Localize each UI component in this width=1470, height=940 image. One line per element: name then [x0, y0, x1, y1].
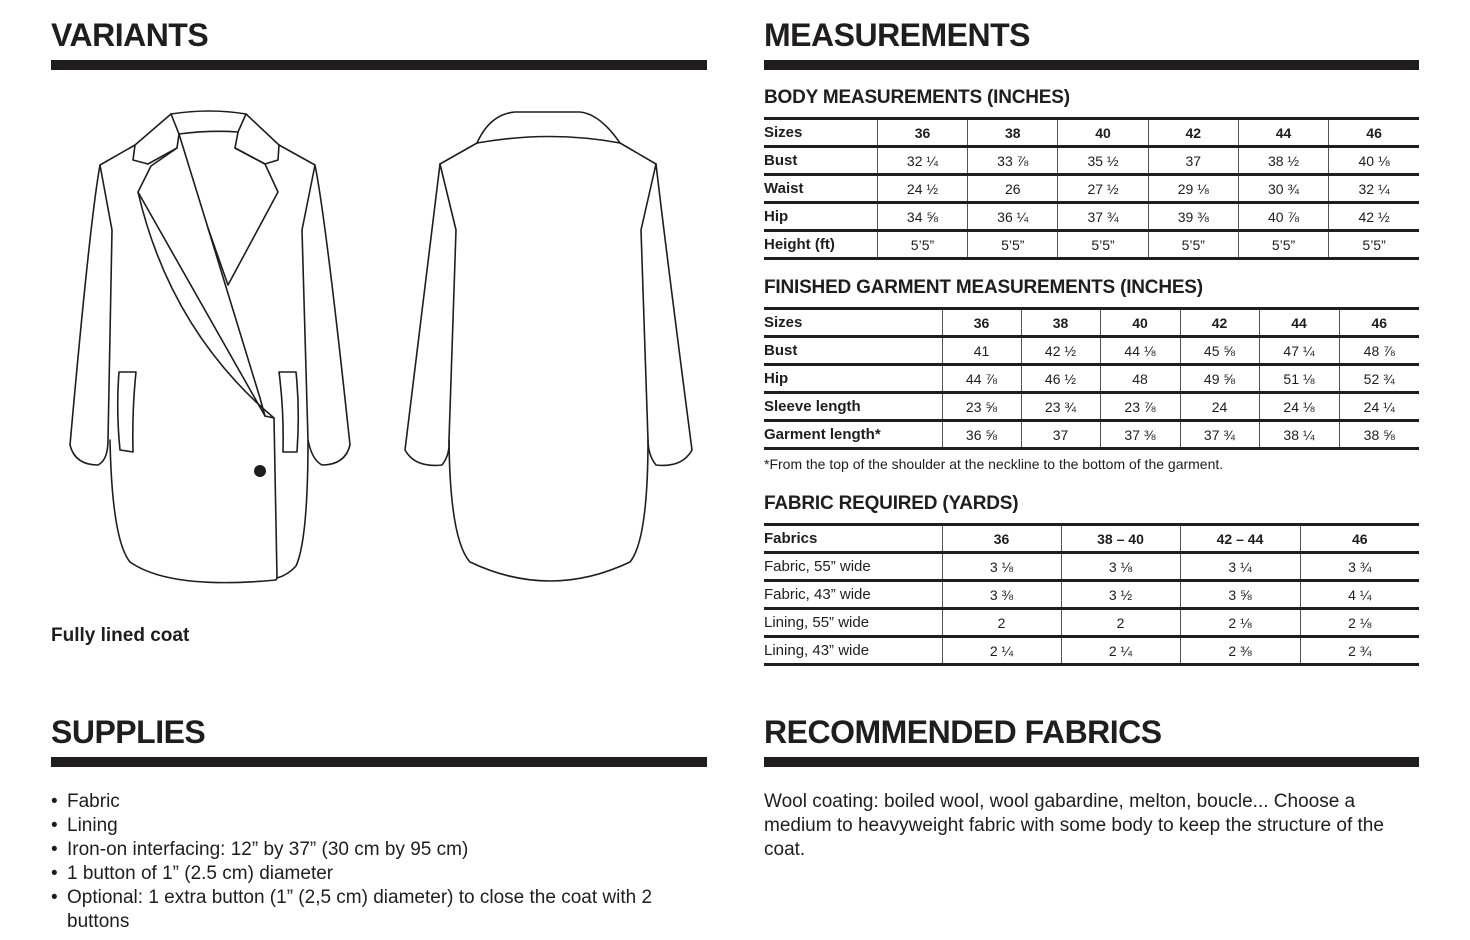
- header-cell: 44: [1259, 309, 1339, 337]
- table-cell: 5’5”: [877, 231, 967, 259]
- table-cell: 2 ⅛: [1180, 609, 1300, 637]
- header-cell: 44: [1238, 119, 1328, 147]
- table-cell: 40 ⅛: [1329, 147, 1419, 175]
- table-cell: 45 ⅝: [1180, 337, 1259, 365]
- row-label: Garment length*: [764, 421, 942, 449]
- header-cell: 42: [1180, 309, 1259, 337]
- coat-front-illustration: [50, 100, 370, 600]
- table-cell: 38 ⅝: [1339, 421, 1419, 449]
- row-label: Lining, 55” wide: [764, 609, 942, 637]
- table-cell: 51 ⅛: [1259, 365, 1339, 393]
- table-cell: 47 ¼: [1259, 337, 1339, 365]
- list-item: • Lining: [51, 814, 711, 838]
- supplies-rule: [51, 757, 707, 767]
- header-cell: 46: [1300, 525, 1419, 553]
- table-row: [764, 421, 1419, 449]
- header-cell: 38: [1021, 309, 1100, 337]
- table-row: [764, 203, 1419, 231]
- fabric-required-table: [764, 523, 1419, 666]
- header-cell: Sizes: [764, 119, 877, 147]
- header-cell: 46: [1329, 119, 1419, 147]
- variant-caption: Fully lined coat: [51, 625, 190, 646]
- table-cell: 24 ⅛: [1259, 393, 1339, 421]
- table-cell: 40 ⅞: [1238, 203, 1328, 231]
- table-cell: 37: [1021, 421, 1100, 449]
- header-cell: 42 – 44: [1180, 525, 1300, 553]
- header-cell: 36: [942, 309, 1021, 337]
- coat-back-illustration: [390, 100, 710, 600]
- table-cell: 26: [968, 175, 1058, 203]
- button-dot: [254, 465, 266, 477]
- table-cell: 42 ½: [1021, 337, 1100, 365]
- table-row: [764, 393, 1419, 421]
- table-cell: 3 ⅜: [942, 581, 1061, 609]
- table-cell: 4 ¼: [1300, 581, 1419, 609]
- table-cell: 2 ¼: [1061, 637, 1180, 665]
- finished-measurements-table: [764, 307, 1419, 450]
- table-cell: 46 ½: [1021, 365, 1100, 393]
- header-cell: Fabrics: [764, 525, 942, 553]
- table-header-row: [764, 119, 1419, 147]
- measurements-rule: [764, 60, 1419, 70]
- table-cell: 3 ½: [1061, 581, 1180, 609]
- table-cell: 5’5”: [1058, 231, 1148, 259]
- header-cell: 40: [1058, 119, 1148, 147]
- table-row: [764, 147, 1419, 175]
- table-cell: 32 ¼: [1329, 175, 1419, 203]
- table-cell: 39 ⅜: [1148, 203, 1238, 231]
- table-cell: 2: [942, 609, 1061, 637]
- table-cell: 3 ⅝: [1180, 581, 1300, 609]
- table-cell: 29 ⅛: [1148, 175, 1238, 203]
- table-row: [764, 637, 1419, 665]
- table-cell: 48: [1100, 365, 1180, 393]
- fabric-required-title: FABRIC REQUIRED (YARDS): [764, 493, 1019, 514]
- body-measurements-title: BODY MEASUREMENTS (INCHES): [764, 87, 1070, 108]
- table-cell: 3 ¼: [1180, 553, 1300, 581]
- table-cell: 3 ¾: [1300, 553, 1419, 581]
- finished-measurements-title: FINISHED GARMENT MEASUREMENTS (INCHES): [764, 277, 1203, 298]
- table-cell: 5’5”: [968, 231, 1058, 259]
- body-measurements-table: [764, 117, 1419, 260]
- list-item: • 1 button of 1” (2.5 cm) diameter: [51, 862, 711, 886]
- recommended-fabrics-title: RECOMMENDED FABRICS: [764, 714, 1162, 750]
- table-header-row: [764, 309, 1419, 337]
- table-cell: 32 ¼: [877, 147, 967, 175]
- table-header-row: [764, 525, 1419, 553]
- table-row: [764, 581, 1419, 609]
- table-cell: 27 ½: [1058, 175, 1148, 203]
- table-row: [764, 365, 1419, 393]
- table-cell: 33 ⅞: [968, 147, 1058, 175]
- table-cell: 23 ¾: [1021, 393, 1100, 421]
- table-cell: 42 ½: [1329, 203, 1419, 231]
- table-cell: 37: [1148, 147, 1238, 175]
- row-label: Hip: [764, 203, 877, 231]
- table-cell: 23 ⅞: [1100, 393, 1180, 421]
- table-row: [764, 175, 1419, 203]
- table-cell: 2 ¾: [1300, 637, 1419, 665]
- row-label: Height (ft): [764, 231, 877, 259]
- table-row: [764, 337, 1419, 365]
- row-label: Fabric, 43” wide: [764, 581, 942, 609]
- row-label: Fabric, 55” wide: [764, 553, 942, 581]
- variants-rule: [51, 60, 707, 70]
- list-item: • Iron-on interfacing: 12” by 37” (30 cm by 95 cm): [51, 838, 711, 862]
- row-label: Sleeve length: [764, 393, 942, 421]
- table-cell: 23 ⅝: [942, 393, 1021, 421]
- table-cell: 3 ⅛: [942, 553, 1061, 581]
- header-cell: 46: [1339, 309, 1419, 337]
- table-cell: 44 ⅛: [1100, 337, 1180, 365]
- table-cell: 52 ¾: [1339, 365, 1419, 393]
- table-cell: 35 ½: [1058, 147, 1148, 175]
- table-cell: 5’5”: [1238, 231, 1328, 259]
- table-cell: 44 ⅞: [942, 365, 1021, 393]
- table-cell: 36 ⅝: [942, 421, 1021, 449]
- table-cell: 34 ⅝: [877, 203, 967, 231]
- table-cell: 2 ⅛: [1300, 609, 1419, 637]
- table-cell: 37 ¾: [1180, 421, 1259, 449]
- table-cell: 49 ⅝: [1180, 365, 1259, 393]
- header-cell: 36: [877, 119, 967, 147]
- row-label: Bust: [764, 147, 877, 175]
- recommended-fabrics-rule: [764, 757, 1419, 767]
- header-cell: 38 – 40: [1061, 525, 1180, 553]
- table-cell: 5’5”: [1148, 231, 1238, 259]
- header-cell: Sizes: [764, 309, 942, 337]
- list-item: • Fabric: [51, 790, 711, 814]
- list-item: • Optional: 1 extra button (1” (2,5 cm) diameter) to close the coat with 2 buttons: [51, 886, 711, 934]
- table-cell: 48 ⅞: [1339, 337, 1419, 365]
- row-label: Lining, 43” wide: [764, 637, 942, 665]
- header-cell: 42: [1148, 119, 1238, 147]
- table-cell: 24 ¼: [1339, 393, 1419, 421]
- recommended-fabrics-text: Wool coating: boiled wool, wool gabardine, melton, boucle... Choose a medium to heavyweight fabric with some body to keep the structure of the coat.: [764, 791, 1384, 860]
- table-cell: 3 ⅛: [1061, 553, 1180, 581]
- table-cell: 2 ¼: [942, 637, 1061, 665]
- table-cell: 36 ¼: [968, 203, 1058, 231]
- row-label: Bust: [764, 337, 942, 365]
- table-row: [764, 553, 1419, 581]
- header-cell: 40: [1100, 309, 1180, 337]
- table-cell: 2 ⅜: [1180, 637, 1300, 665]
- row-label: Waist: [764, 175, 877, 203]
- table-cell: 37 ¾: [1058, 203, 1148, 231]
- table-row: [764, 609, 1419, 637]
- supplies-title: SUPPLIES: [51, 714, 206, 750]
- variants-title: VARIANTS: [51, 17, 209, 53]
- table-cell: 5’5”: [1329, 231, 1419, 259]
- row-label: Hip: [764, 365, 942, 393]
- header-cell: 36: [942, 525, 1061, 553]
- table-cell: 38 ½: [1238, 147, 1328, 175]
- table-cell: 24 ½: [877, 175, 967, 203]
- measurements-title: MEASUREMENTS: [764, 17, 1031, 53]
- table-cell: 24: [1180, 393, 1259, 421]
- table-cell: 30 ¾: [1238, 175, 1328, 203]
- table-cell: 2: [1061, 609, 1180, 637]
- table-row: [764, 231, 1419, 259]
- table-cell: 37 ⅜: [1100, 421, 1180, 449]
- garment-length-footnote: *From the top of the shoulder at the neckline to the bottom of the garment.: [764, 456, 1224, 472]
- table-cell: 41: [942, 337, 1021, 365]
- table-cell: 38 ¼: [1259, 421, 1339, 449]
- supplies-list: [51, 790, 711, 934]
- header-cell: 38: [968, 119, 1058, 147]
